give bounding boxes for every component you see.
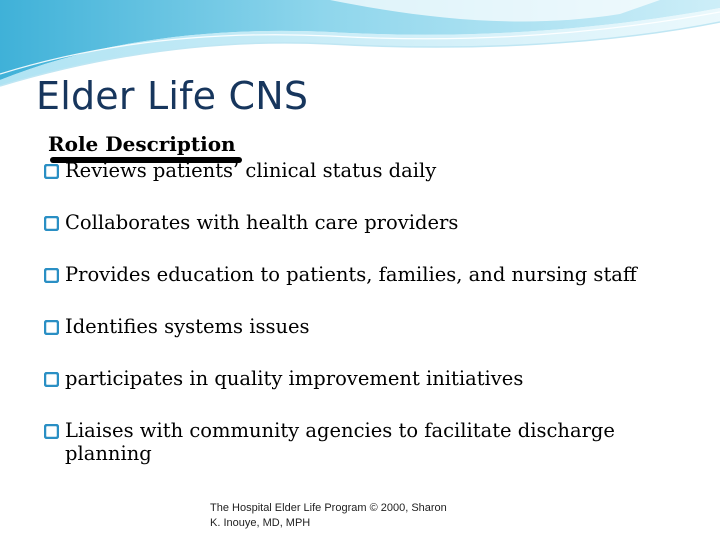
footer-line: The Hospital Elder Life Program © 2000, Sharon	[210, 502, 447, 514]
hollow-square-bullet-icon	[44, 320, 59, 335]
bullet-text: Liaises with community agencies to facilitate discharge planning	[65, 419, 615, 465]
bullet-text: participates in quality improvement initiatives	[65, 367, 524, 390]
bullet-item	[44, 367, 704, 390]
hollow-square-bullet-icon	[44, 164, 59, 179]
hollow-square-bullet-icon	[44, 216, 59, 231]
bullet-text: Identifies systems issues	[65, 315, 310, 338]
bullet-list	[44, 159, 704, 494]
hollow-square-bullet-icon	[44, 268, 59, 283]
bullet-text: Reviews patients’ clinical status daily	[65, 159, 437, 182]
hollow-square-bullet-icon	[44, 424, 59, 439]
bullet-item	[44, 315, 704, 338]
bullet-item	[44, 419, 704, 465]
footer-line: K. Inouye, MD, MPH	[210, 517, 311, 529]
hollow-square-bullet-icon	[44, 372, 59, 387]
bullet-item	[44, 159, 704, 182]
role-description-heading: Role Description	[48, 132, 236, 156]
footer-credit	[210, 501, 490, 531]
bullet-item	[44, 211, 704, 234]
bullet-text: Provides education to patients, families, and nursing staff	[65, 263, 637, 286]
bullet-text: Collaborates with health care providers	[65, 211, 459, 234]
slide-title: Elder Life CNS	[36, 74, 309, 118]
bullet-item	[44, 263, 704, 286]
